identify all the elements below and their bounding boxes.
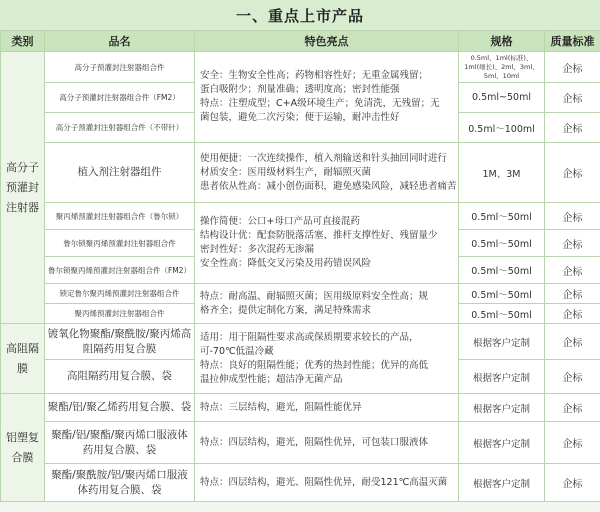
header-features: 特色亮点 — [195, 31, 459, 52]
table-row — [1, 394, 600, 422]
product-name: 植入剂注射器组件 — [45, 143, 195, 203]
features-cell — [195, 203, 459, 284]
spec-cell: 0.5ml、1ml(标准)、1ml(细长)、2ml、3ml、5ml、10ml — [459, 52, 545, 83]
spec-cell: 0.5ml～50ml — [459, 304, 545, 324]
spec-cell: 0.5ml~50ml — [459, 83, 545, 113]
feature-line: 特点：注塑成型；C+A级环境生产；免清洗，无残留；无 — [200, 98, 440, 109]
feature-line: 患者依从性高：减小创伤面积，避免感染风险，减轻患者痛苦 — [200, 180, 457, 192]
product-table — [0, 30, 600, 502]
quality-cell: 企标 — [545, 143, 600, 203]
quality-cell: 企标 — [545, 113, 600, 143]
spec-cell: 0.5ml～100ml — [459, 113, 545, 143]
spec-cell: 根据客户定制 — [459, 324, 545, 360]
quality-cell: 企标 — [545, 422, 600, 464]
features-cell — [195, 394, 459, 422]
spec-cell: 0.5ml～50ml — [459, 203, 545, 230]
product-name: 镀氧化物聚酯/聚酰胺/聚丙烯高阻隔药用复合膜 — [45, 324, 195, 360]
feature-line: 可-70℃低温冷藏 — [200, 345, 274, 357]
category-cell: 高阻隔膜 — [1, 324, 45, 394]
product-name: 高分子预灌封注射器组合件（FM2） — [45, 83, 195, 113]
feature-line: 蛋白吸附少；剂量准确；透明度高；密封性能强 — [200, 84, 400, 95]
header-category: 类别 — [1, 31, 45, 52]
features-cell — [195, 143, 459, 203]
features-cell — [195, 422, 459, 464]
feature-line: 特点：三层结构，避光，阻隔性能优异 — [200, 401, 362, 413]
table-row — [1, 143, 600, 203]
table-row — [1, 324, 600, 360]
spec-cell: 1M、3M — [459, 143, 545, 203]
product-name: 鲁尔锁聚丙烯预灌封注射器组合件（FM2） — [45, 257, 195, 284]
spec-cell: 0.5ml～50ml — [459, 284, 545, 304]
table-row — [1, 422, 600, 464]
quality-cell: 企标 — [545, 203, 600, 230]
spec-cell: 0.5ml～50ml — [459, 257, 545, 284]
category-cell: 铝塑复合膜 — [1, 394, 45, 502]
header-row — [1, 31, 600, 52]
feature-line: 特点：耐高温、耐辐照灭菌；医用级原料安全性高；规 — [200, 290, 429, 302]
product-name: 高分子预灌封注射器组合件（不带针） — [45, 113, 195, 143]
quality-cell: 企标 — [545, 464, 600, 502]
quality-cell: 企标 — [545, 360, 600, 394]
feature-line: 菌包装，避免二次污染；便于运输，耐冲击性好 — [200, 112, 400, 123]
feature-line: 操作简便：公口+母口产品可直接混药 — [200, 216, 360, 227]
feature-line: 特点：良好的阻隔性能；优秀的热封性能；优异的高低 — [200, 359, 429, 371]
product-name: 聚酯/铝/聚乙烯药用复合膜、袋 — [45, 394, 195, 422]
product-name: 聚酯/聚酰胺/铝/聚丙烯口服液体药用复合膜、袋 — [45, 464, 195, 502]
quality-cell: 企标 — [545, 324, 600, 360]
header-name: 品名 — [45, 31, 195, 52]
quality-cell: 企标 — [545, 52, 600, 83]
feature-line: 使用便捷：一次连续操作，植入剂输送和针头抽回同时进行 — [200, 152, 448, 164]
table-row — [1, 203, 600, 230]
features-cell — [195, 52, 459, 143]
feature-line: 安全：生物安全性高；药物相容性好；无重金属残留； — [200, 70, 429, 81]
feature-line: 结构设计优：配套防脱落活塞、推杆支撑性好、残留量少 — [200, 230, 438, 241]
table-row — [1, 464, 600, 502]
spec-cell: 根据客户定制 — [459, 464, 545, 502]
feature-line: 温拉伸成型性能；超洁净无菌产品 — [200, 373, 343, 385]
quality-cell: 企标 — [545, 230, 600, 257]
table-row — [1, 52, 600, 83]
spec-cell: 0.5ml～50ml — [459, 230, 545, 257]
quality-cell: 企标 — [545, 394, 600, 422]
product-name: 聚酯/铝/聚酯/聚丙烯口服液体药用复合膜、袋 — [45, 422, 195, 464]
features-cell — [195, 284, 459, 324]
product-name: 鲁尔锁聚丙烯预灌封注射器组合件 — [45, 230, 195, 257]
header-spec: 规格 — [459, 31, 545, 52]
spec-cell: 根据客户定制 — [459, 422, 545, 464]
quality-cell: 企标 — [545, 83, 600, 113]
features-cell — [195, 324, 459, 394]
product-name: 聚丙烯预灌封注射器组合件（鲁尔锁） — [45, 203, 195, 230]
feature-line: 材质安全：医用级材料生产，耐辐照灭菌 — [200, 166, 372, 178]
quality-cell: 企标 — [545, 304, 600, 324]
header-quality: 质量标准 — [545, 31, 600, 52]
feature-line: 格齐全；提供定制化方案，满足特殊需求 — [200, 304, 372, 316]
product-name: 高阻隔药用复合膜、袋 — [45, 360, 195, 394]
feature-line: 适用：用于阻隔性要求高或保质期要求较长的产品， — [200, 331, 419, 343]
feature-line: 密封性好：多次混药无渗漏 — [200, 244, 315, 255]
quality-cell: 企标 — [545, 284, 600, 304]
feature-line: 特点：四层结构，避光、阻隔性优异，耐受121℃高温灭菌 — [200, 476, 448, 488]
feature-line: 特点：四层结构，避光，阻隔性优异，可包装口服液体 — [200, 436, 429, 448]
quality-cell: 企标 — [545, 257, 600, 284]
product-name: 锁定鲁尔聚丙烯预灌封注射器组合件 — [45, 284, 195, 304]
section-title: 一、重点上市产品 — [0, 0, 600, 30]
feature-line: 安全性高：降低交叉污染及用药错误风险 — [200, 258, 372, 269]
spec-cell: 根据客户定制 — [459, 360, 545, 394]
product-name: 聚丙烯预灌封注射器组合件 — [45, 304, 195, 324]
features-cell — [195, 464, 459, 502]
table-row — [1, 284, 600, 304]
product-name: 高分子预灌封注射器组合件 — [45, 52, 195, 83]
category-cell: 高分子预灌封注射器 — [1, 52, 45, 324]
spec-cell: 根据客户定制 — [459, 394, 545, 422]
